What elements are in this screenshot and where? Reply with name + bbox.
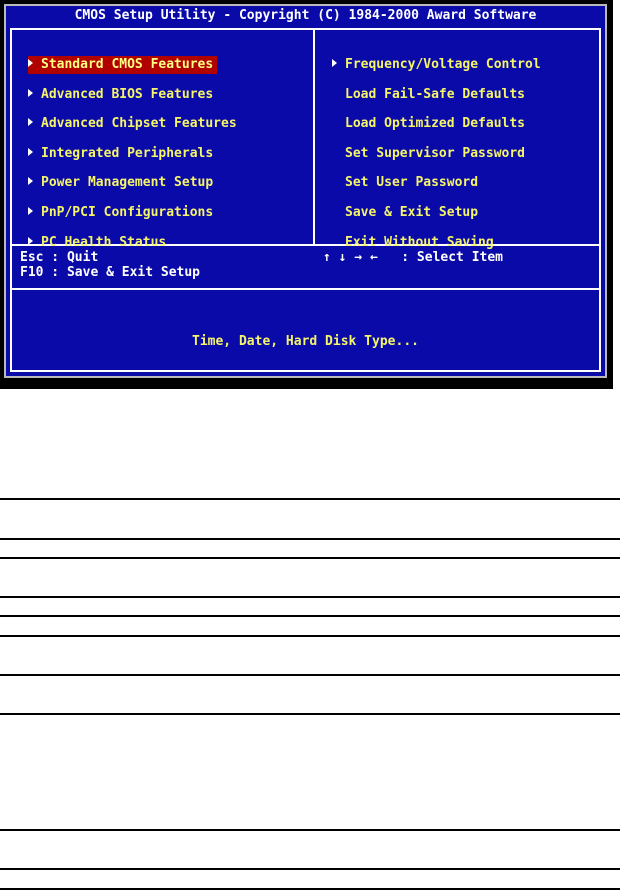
left-menu-item-advanced-bios-features[interactable]	[28, 86, 217, 104]
left-menu-item-pc-health-status[interactable]	[28, 234, 170, 252]
menu-item-label: Load Fail-Safe Defaults	[345, 86, 526, 102]
rule-line	[0, 557, 620, 559]
left-menu-item-integrated-peripherals[interactable]	[28, 145, 217, 163]
right-menu-item-save-exit-setup[interactable]	[332, 204, 482, 222]
left-menu-item-pnp-pci-configurations[interactable]	[28, 204, 217, 222]
right-menu-item-exit-without-saving[interactable]	[332, 234, 498, 252]
submenu-arrow-icon	[28, 59, 33, 67]
submenu-arrow-icon	[28, 118, 33, 126]
status-divider	[12, 288, 599, 290]
menu-item-label: Frequency/Voltage Control	[345, 57, 541, 72]
rule-line	[0, 868, 620, 870]
menu-item-label: Save & Exit Setup	[345, 205, 479, 220]
esc-quit-hint: Esc : Quit	[20, 250, 99, 265]
bios-screenshot	[0, 0, 613, 389]
rule-line	[0, 498, 620, 500]
rule-line	[0, 538, 620, 540]
left-menu-item-advanced-chipset-features[interactable]	[28, 115, 241, 133]
menu-divider	[313, 30, 315, 244]
menu-item-label: PnP/PCI Configurations	[41, 205, 214, 220]
submenu-arrow-icon	[332, 59, 337, 67]
menu-item-label: Load Optimized Defaults	[345, 116, 526, 132]
submenu-arrow-icon	[28, 89, 33, 97]
submenu-arrow-icon	[28, 148, 33, 156]
select-item-hint: ↑ ↓ → ← : Select Item	[323, 250, 504, 265]
menu-item-label: Power Management Setup	[41, 175, 214, 191]
rule-line	[0, 635, 620, 637]
rule-line	[0, 713, 620, 715]
f10-save-hint: F10 : Save & Exit Setup	[20, 265, 201, 280]
bios-title: CMOS Setup Utility - Copyright (C) 1984-2000 Award Software	[74, 8, 537, 23]
menu-item-label: Set Supervisor Password	[345, 145, 526, 161]
menu-item-label: Advanced BIOS Features	[41, 86, 214, 102]
right-menu-item-load-fail-safe-defaults[interactable]	[332, 86, 529, 104]
right-menu-item-load-optimized-defaults[interactable]	[332, 115, 529, 133]
rule-line	[0, 596, 620, 598]
submenu-arrow-icon	[28, 177, 33, 185]
left-menu-item-power-management-setup[interactable]	[28, 174, 217, 192]
right-menu-item-frequency-voltage-control[interactable]	[332, 56, 545, 74]
rule-line	[0, 615, 620, 617]
right-menu-item-set-supervisor-password[interactable]	[332, 145, 529, 163]
bios-frame	[10, 28, 601, 372]
menu-item-label: Integrated Peripherals	[41, 145, 214, 161]
menu-item-label: Advanced Chipset Features	[41, 116, 237, 132]
status-line: Time, Date, Hard Disk Type...	[192, 334, 419, 349]
submenu-arrow-icon	[28, 207, 33, 215]
left-menu-item-standard-cmos-features[interactable]	[28, 56, 217, 74]
rule-line	[0, 829, 620, 831]
menu-item-label: PC Health Status	[41, 234, 167, 250]
rule-line	[0, 888, 620, 890]
menu-item-label: Standard CMOS Features	[41, 57, 214, 72]
menu-item-label: Exit Without Saving	[345, 234, 494, 250]
submenu-arrow-icon	[28, 237, 33, 245]
rule-line	[0, 674, 620, 676]
menu-item-label: Set User Password	[345, 175, 479, 191]
bios-window	[4, 4, 607, 378]
right-menu-item-set-user-password[interactable]	[332, 174, 482, 192]
